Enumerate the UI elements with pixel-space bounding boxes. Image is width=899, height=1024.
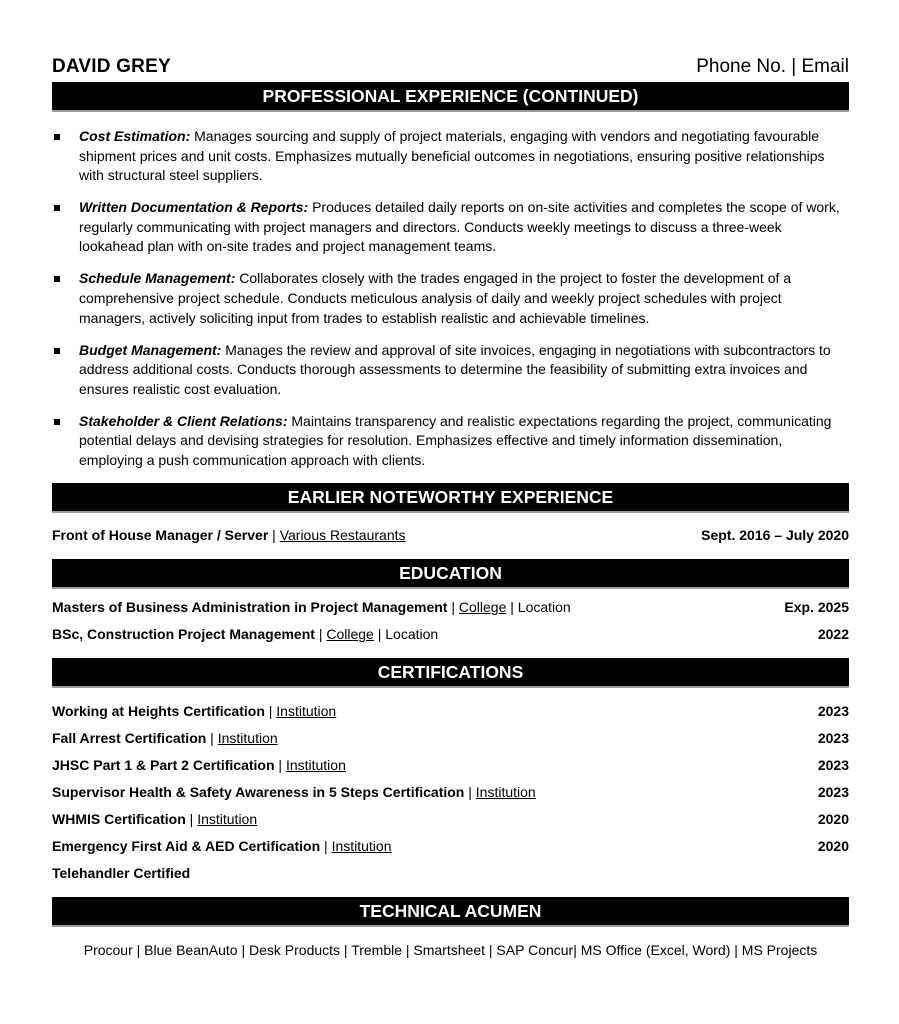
certification-row <box>52 833 849 860</box>
education-row <box>52 594 849 621</box>
separator: | <box>274 757 286 774</box>
bullet-title: Written Documentation & Reports: <box>79 199 309 216</box>
education-row <box>52 621 849 648</box>
certification-year: 2023 <box>817 703 849 720</box>
section-header-professional-experience: PROFESSIONAL EXPERIENCE (CONTINUED) <box>52 82 849 112</box>
certification-year: 2023 <box>817 784 849 801</box>
certification-name: Emergency First Aid & AED Certification <box>52 838 321 855</box>
certification-row <box>52 806 849 833</box>
bullet-text: Maintains transparency and realistic expectations regarding the project, communicating potential delays and devising strategies for resolution. Emphasizes effective and timely information dissemination, employing a push communication approach with clients. <box>79 412 832 468</box>
certification-line <box>52 698 336 725</box>
separator: | <box>185 811 198 828</box>
bullet-text: Manages the review and approval of site invoices, engaging in negotiations with subcontractors to address additional costs. Conducts thorough assessments to determine the feasibility of submitting extra invoices and ensures realistic cost evaluation. <box>79 341 831 397</box>
earlier-experience-row <box>52 522 849 549</box>
education-location: Location <box>385 626 439 643</box>
earlier-role: Front of House Manager / Server <box>52 527 269 544</box>
experience-bullet-list <box>52 127 849 470</box>
certification-name: Fall Arrest Certification <box>52 730 207 747</box>
earlier-organization: Various Restaurants <box>279 527 406 544</box>
certification-list <box>52 698 849 887</box>
certification-row <box>52 860 849 887</box>
section-header-technical-acumen: TECHNICAL ACUMEN <box>52 897 849 927</box>
bullet-title: Schedule Management: <box>79 270 236 287</box>
bullet-text: Collaborates closely with the trades engaged in the project to foster the development of a comprehensive project schedule. Conducts meticulous analysis of daily and weekly project schedules with project managers, actively soliciting input from trades to establish realistic and achievable timelines. <box>79 270 792 326</box>
experience-bullet <box>52 341 849 400</box>
experience-bullet <box>52 269 849 328</box>
separator: | <box>314 626 327 643</box>
separator: | <box>320 838 332 855</box>
separator: | <box>264 703 277 720</box>
education-degree: Masters of Business Administration in Project Management <box>52 599 448 616</box>
certification-institution: Institution <box>475 784 536 801</box>
education-year: Exp. 2025 <box>784 599 849 616</box>
certification-row <box>52 779 849 806</box>
certification-institution: Institution <box>217 730 278 747</box>
certification-institution: Institution <box>285 757 346 774</box>
experience-bullet <box>52 412 849 471</box>
certification-year: 2023 <box>817 730 849 747</box>
earlier-role-line <box>52 522 406 549</box>
earlier-dates: Sept. 2016 – July 2020 <box>701 527 849 544</box>
experience-bullet <box>52 198 849 257</box>
certification-line <box>52 752 346 779</box>
section-header-earlier-experience: EARLIER NOTEWORTHY EXPERIENCE <box>52 483 849 513</box>
certification-institution: Institution <box>331 838 392 855</box>
technical-skills-line: Procour | Blue BeanAuto | Desk Products | Tremble | Smartsheet | SAP Concur| MS Office (Excel, Word) | MS Projects <box>83 942 818 959</box>
certification-line <box>52 725 278 752</box>
education-line <box>52 594 571 621</box>
section-header-education: EDUCATION <box>52 559 849 589</box>
certification-row <box>52 698 849 725</box>
certification-name: Supervisor Health & Safety Awareness in 5 Steps Certification <box>52 784 465 801</box>
experience-bullet <box>52 127 849 186</box>
certification-institution: Institution <box>197 811 258 828</box>
education-degree: BSc, Construction Project Management <box>52 626 315 643</box>
certification-line <box>52 860 190 887</box>
certification-name: Working at Heights Certification <box>52 703 265 720</box>
certification-line <box>52 806 257 833</box>
separator: | <box>373 626 386 643</box>
education-location: Location <box>517 599 571 616</box>
certification-row <box>52 725 849 752</box>
certification-institution: Institution <box>276 703 337 720</box>
bullet-text: Produces detailed daily reports on on-site activities and completes the scope of work, regularly communicating with project managers and directors. Conducts weekly meetings to discuss a three-week lookahead plan with on-site trades and project management teams. <box>79 199 840 255</box>
resume-page <box>52 52 849 960</box>
section-header-certifications: CERTIFICATIONS <box>52 658 849 688</box>
certification-name: WHMIS Certification <box>52 811 186 828</box>
certification-year: 2020 <box>817 811 849 828</box>
certification-name: JHSC Part 1 & Part 2 Certification <box>52 757 275 774</box>
separator: | <box>447 599 459 616</box>
education-line <box>52 621 438 648</box>
contact-info: Phone No. | Email <box>696 56 849 77</box>
separator: | <box>506 599 518 616</box>
bullet-title: Stakeholder & Client Relations: <box>79 412 288 429</box>
education-list <box>52 594 849 648</box>
separator: | <box>464 784 476 801</box>
certification-name: Telehandler Certified <box>52 865 191 882</box>
separator: | <box>268 527 280 544</box>
candidate-name: DAVID GREY <box>52 56 171 77</box>
education-school: College <box>326 626 374 643</box>
education-year: 2022 <box>817 626 849 643</box>
resume-header <box>52 52 849 78</box>
bullet-title: Budget Management: <box>79 341 222 358</box>
certification-line <box>52 779 536 806</box>
bullet-text: Manages sourcing and supply of project materials, engaging with vendors and negotiating favourable shipment prices and unit costs. Emphasizes mutually beneficial outcomes in negotiations, ensuring positive relationships with structural steel suppliers. <box>79 128 825 184</box>
education-school: College <box>458 599 507 616</box>
certification-row <box>52 752 849 779</box>
separator: | <box>206 730 218 747</box>
certification-year: 2020 <box>817 838 849 855</box>
certification-year: 2023 <box>817 757 849 774</box>
bullet-title: Cost Estimation: <box>79 128 191 144</box>
certification-line <box>52 833 392 860</box>
